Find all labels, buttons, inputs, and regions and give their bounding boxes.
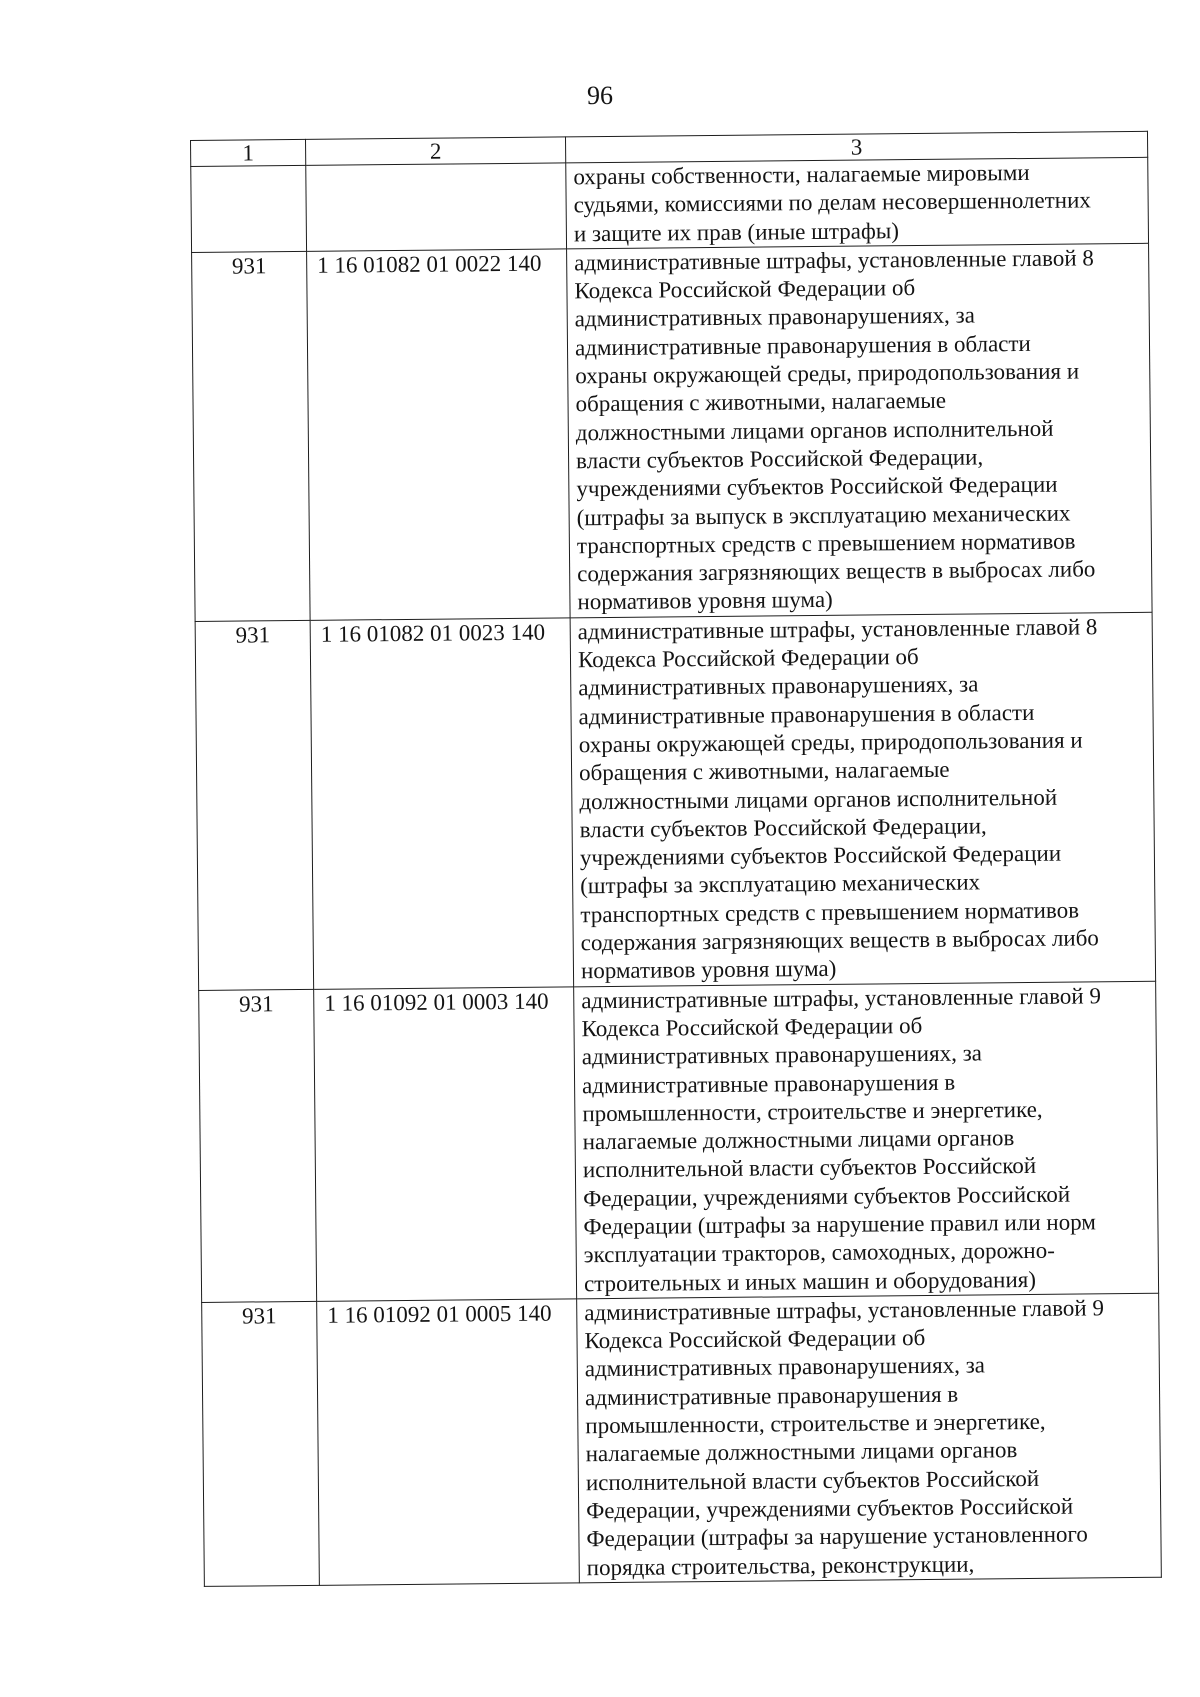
budget-classification-code-cell: 1 16 01092 01 0003 140 — [314, 986, 577, 1301]
description-line: административных правонарушениях, за — [574, 302, 975, 332]
description-line: Федерации, учреждениями субъектов Российской — [586, 1493, 1074, 1524]
description-cell — [577, 1293, 1162, 1583]
description-line: Федерации (штрафы за нарушение правил или норм — [583, 1209, 1096, 1240]
description-line: административные правонарушения в области — [574, 330, 1031, 361]
table-row — [191, 157, 1149, 252]
admin-code-cell — [191, 165, 307, 252]
admin-code-cell: 931 — [199, 989, 317, 1302]
description-line: транспортных средств с превышением нормативов — [580, 897, 1080, 928]
budget-classification-code-cell: 1 16 01092 01 0005 140 — [317, 1299, 580, 1585]
column-header-2: 2 — [305, 137, 565, 165]
description-line: административные штрафы, установленные главой 8 — [577, 614, 1098, 645]
admin-code-cell: 931 — [202, 1301, 320, 1586]
description-line: порядка строительства, реконструкции, — [586, 1551, 975, 1580]
description-cell — [567, 243, 1153, 617]
description-line: налагаемые должностными лицами органов — [582, 1125, 1015, 1155]
description-line: должностными лицами органов исполнительной — [575, 415, 1054, 445]
description-cell — [570, 612, 1156, 986]
column-header-1: 1 — [191, 139, 306, 166]
description-line: содержания загрязняющих веществ в выбросах либо — [577, 556, 1096, 587]
description-line: административные правонарушения в — [584, 1381, 959, 1411]
table-row — [199, 981, 1159, 1302]
description-line: эксплуатации тракторов, самоходных, дорожно- — [583, 1238, 1055, 1268]
column-header-3: 3 — [565, 131, 1147, 163]
description-line: исполнительной власти субъектов Российской — [585, 1465, 1040, 1495]
description-line: нормативов уровня шума) — [577, 587, 833, 615]
description-line: административных правонарушениях, за — [581, 1040, 983, 1070]
budget-classification-code-cell: 1 16 01082 01 0022 140 — [307, 249, 571, 620]
description-line: охраны окружающей среды, природопользования и — [575, 358, 1080, 389]
budget-codes-table — [190, 131, 1162, 1587]
description-line: Кодекса Российской Федерации об — [581, 1012, 923, 1042]
table-row — [202, 1293, 1162, 1586]
description-line: (штрафы за эксплуатацию механических — [580, 869, 981, 899]
table-row — [195, 612, 1155, 990]
description-line: обращения с животными, налагаемые — [575, 388, 947, 417]
description-line: учреждениями субъектов Российской Федерации — [576, 471, 1058, 502]
description-line: административные штрафы, установленные главой 9 — [581, 982, 1102, 1013]
description-cell — [574, 981, 1159, 1299]
description-line: Федерации (штрафы за нарушение установленного — [586, 1521, 1088, 1552]
description-line: и защите их прав (иные штрафы) — [573, 217, 900, 246]
description-line: охраны окружающей среды, природопользования и — [578, 727, 1083, 758]
description-line: должностными лицами органов исполнительной — [579, 784, 1058, 814]
description-line: власти субъектов Российской Федерации, — [575, 444, 984, 474]
description-line: административные правонарушения в области — [578, 699, 1035, 729]
admin-code-cell: 931 — [192, 251, 311, 621]
page-number: 96 — [587, 81, 613, 110]
description-line: власти субъектов Российской Федерации, — [579, 813, 987, 843]
description-line: исполнительной власти субъектов Российской — [582, 1153, 1037, 1183]
description-line: административных правонарушениях, за — [578, 671, 979, 701]
table-body — [191, 157, 1162, 1586]
admin-code-cell: 931 — [195, 620, 314, 990]
description-line: обращения с животными, налагаемые — [578, 756, 950, 786]
description-line: административные правонарушения в — [581, 1069, 956, 1098]
budget-classification-code-cell — [306, 163, 567, 251]
description-line: промышленности, строительстве и энергетике, — [582, 1096, 1043, 1127]
description-line: транспортных средств с превышением нормативов — [576, 528, 1076, 559]
description-line: нормативов уровня шума) — [580, 956, 837, 984]
table-row — [192, 243, 1152, 621]
description-line: судьями, комиссиями по делам несовершеннолетних — [573, 187, 1091, 218]
description-line: охраны собственности, налагаемые мировыми — [573, 159, 1030, 190]
description-line: (штрафы за выпуск в эксплуатацию механических — [576, 500, 1071, 530]
description-line: налагаемые должностными лицами органов — [585, 1437, 1018, 1467]
description-line: административные штрафы, установленные главой 8 — [574, 245, 1094, 276]
description-line: Кодекса Российской Федерации об — [574, 275, 916, 304]
description-line: содержания загрязняющих веществ в выбросах либо — [580, 925, 1099, 956]
description-line: Федерации, учреждениями субъектов Российской — [583, 1181, 1071, 1211]
description-line: промышленности, строительстве и энергетике, — [585, 1408, 1046, 1439]
description-line: административные штрафы, установленные главой 9 — [584, 1295, 1105, 1326]
budget-classification-code-cell: 1 16 01082 01 0023 140 — [310, 618, 574, 989]
description-cell — [566, 157, 1149, 248]
description-line: Кодекса Российской Федерации об — [584, 1325, 926, 1354]
description-line: учреждениями субъектов Российской Федерации — [579, 840, 1062, 871]
description-line: административных правонарушениях, за — [584, 1352, 986, 1382]
description-line: Кодекса Российской Федерации об — [577, 644, 919, 673]
description-line: строительных и иных машин и оборудования) — [583, 1266, 1037, 1296]
